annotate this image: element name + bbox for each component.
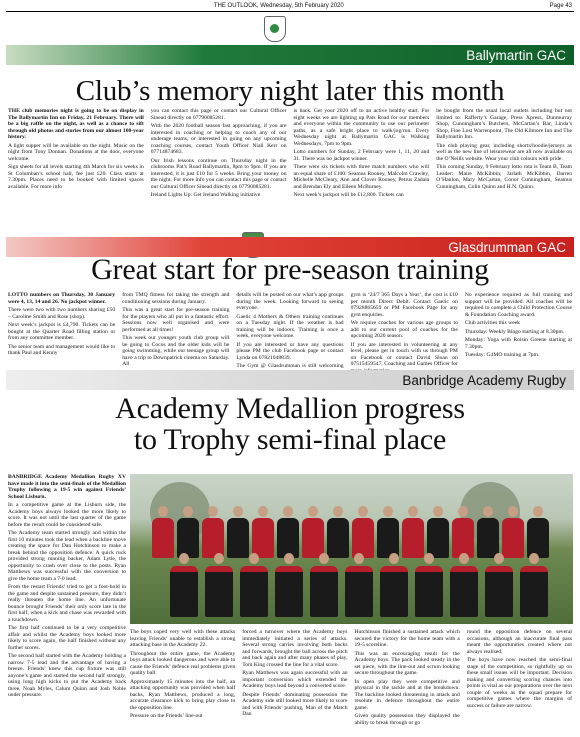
paragraph: Club activities this week xyxy=(464,320,520,326)
text-column xyxy=(355,629,460,729)
text-column xyxy=(436,108,572,222)
paragraph: This coming Sunday, 9 February lotto rota is Team B, Team Leader: Maire McKibbin; Jarlath McKibbin, Darren O’Hanlon, Mary McCartan, Conor Cunningham, Seamus Cunningham, Colin Quinn and H.N. Quinn. xyxy=(436,164,572,190)
running-head-rule xyxy=(6,11,574,12)
paragraph: If you are interested in volunteering at any level, please get in touch with us through PM on Facebook or contact David Sloan on 07515459547, Coaching and Games Officer for xyxy=(350,341,458,367)
glasdrumman-headline: Great start for pre-season training xyxy=(91,253,489,286)
text-column xyxy=(151,108,287,222)
player-head xyxy=(249,553,259,564)
paragraph: Monday: Yoga with Roisin Greene starting at 7.30pm. xyxy=(464,337,573,350)
paragraph: The first half continued to be a very competitive affair and whilst the Academy boys looked more likely to score again, the half finished without any further scores. xyxy=(8,625,126,651)
player-figure xyxy=(205,566,233,617)
paragraph: Given quality possession they displayed the ability to break through or go xyxy=(354,713,460,726)
player-figure xyxy=(152,518,174,558)
text-column xyxy=(294,108,430,222)
paragraph: LOTTO numbers on Thursday, 30 January were 4, 13, 14 and 26. No jackpot winner. xyxy=(8,292,116,305)
paragraph: be bought from the usual local outlets including but not limited to: Rafferty’s Garage, Press Xpress, Dunmurray Shop, Cunningham’s Butchers, McCartan’s Bar, Linda’s Shop, Fine Lost Warrenpoint, The Old Kilmore Inn and The Ballymartin Inn. xyxy=(436,108,572,140)
text-column xyxy=(465,292,572,362)
player-head xyxy=(308,506,318,517)
paragraph: Next week’s jackpot will be £12,800. Tickets can xyxy=(293,192,404,198)
banbridge-article-left xyxy=(8,474,126,727)
player-head xyxy=(433,506,443,517)
paragraph: Hutchinson finished a sustained attack which secured the victory for the home team with a 19-5 scoreline. xyxy=(354,629,460,648)
player-head xyxy=(258,506,268,517)
text-column xyxy=(130,629,235,729)
player-figure xyxy=(252,518,274,558)
player-figure xyxy=(502,518,524,558)
player-figure xyxy=(275,566,303,617)
paragraph: From the restart Friends’ tried to get a foot-hold in the game and despite sustained pressure, they didn’t really threaten the home line. An unfortunate bounce brought Friends’ their only score late in the first half, when a kick and chase was rewarded with a touchdown. xyxy=(8,584,126,623)
glasdrumman-banner-label: Glasdrumman GAC xyxy=(448,239,566,255)
player-figure xyxy=(352,518,374,558)
paragraph: you can contact this page or contact our Cultural Officer Sinead directly on 07790085281. xyxy=(150,108,287,121)
text-column xyxy=(122,292,230,367)
paragraph: gym is ‘24/7 365 Days a Year’, the cost is £10 per month Direct Debit. Contact Gaelic on 07928865659 or PM Facebook Page for any gym enquiries. xyxy=(350,292,458,318)
text-column xyxy=(242,629,347,729)
paragraph: In a competitive game at the Lisburn side, the Academy boys always looked the more likely to score. It was not until the last quarter of the game before the result could be considered safe. xyxy=(8,502,126,528)
paragraph: forced a turnover where the Academy boys immediately initiated a series of attacks. Several strong carries involving both backs and forwards, brought the ball across the pitch and back again and after many phases of play, Tom King crossed the line for a vital score. xyxy=(242,629,348,668)
player-head xyxy=(284,553,294,564)
player-head xyxy=(183,506,193,517)
player-head xyxy=(354,553,364,564)
player-head xyxy=(529,553,539,564)
paragraph: Pressure on the Friends’ line-out xyxy=(130,713,203,719)
text-column xyxy=(8,108,144,222)
paragraph: There were two with two numbers sharing £50 – Caroline Smith and Rose (shop). xyxy=(8,307,116,320)
text-column xyxy=(236,292,344,369)
paragraph: Lotto numbers for Sunday, 2 February were 1, 11, 20 and 31. There was no jackpot winner. xyxy=(293,149,430,162)
paragraph: The club playing gear, including shorts/hoodie/jerseys as well as the new line of leisurewear are all now available on the O’Neills website. Wear your club colours with pride. xyxy=(436,142,572,162)
player-figure xyxy=(177,518,199,558)
player-head xyxy=(508,506,518,517)
paragraph: In open play they were competitive and physical in the tackle and at the breakdown. The backline looked threatening in attack and resolute in defence throughout the entire game. xyxy=(354,678,460,711)
player-figure xyxy=(277,518,299,558)
paragraph: Gaelic 4 Mothers & Others training continues on a Tuesday night. If the weather is bad training will be indoors. Training is once a week, everyone welcome. xyxy=(236,313,344,339)
paragraph: Approximately 15 minutes into the half, an attacking opportunity was provided when half backs, Ryan Matthews, produced a long, accurate clearance kick to bring play close to the opposition line. xyxy=(130,678,236,711)
paragraph: is back. Get your 2020 off to an active healthy start. For eight weeks we are lighting up Pats Road for our members and everyone within the community to use our perimeter paths, as a safe bright place to walk/jog/run. Every Wednesday night at Ballymartin GAC is Walking Wednesdays, 7pm to 9pm. xyxy=(293,108,430,147)
paragraph: Our Irish lessons continue on Thursday night in the clubrooms Pat’s Road Ballymartin, 8pm to 9pm. If you are interested, it is just £10 for 5 weeks. Bring your money on the night. For more info you can contact this page or contact our Cultural Officer Sinead directly on 07790085281. xyxy=(150,157,287,190)
paragraph: This was an encouraging result for the Academy boys. The pack looked steady in the set piece, with the line-out and scrum looking secure throughout the game. xyxy=(354,650,460,676)
paragraph: from TMQ fitness for taking the strength and conditioning sessions during January. xyxy=(122,292,230,305)
player-figure xyxy=(450,566,478,617)
paragraph: The Gym @ Glasdrumman is still welcoming xyxy=(236,363,344,369)
page-number: Page 43 xyxy=(549,3,572,9)
player-head xyxy=(179,553,189,564)
banbridge-headline-line1: Academy Medallion progress xyxy=(115,392,465,425)
player-figure xyxy=(427,518,449,558)
player-head xyxy=(214,553,224,564)
player-figure xyxy=(302,518,324,558)
paragraph: We require coaches for various age groups to add to our current pool of coaches for the upcoming 2020 season. xyxy=(350,320,458,339)
text-column xyxy=(467,629,572,729)
player-figure xyxy=(202,518,224,558)
paragraph: BANBRIDGE Academy Medallion Rugby XV have made it into the semi-finals of the Medallion Trophy following a 19-5 win against Friends’ School Lisburn. xyxy=(8,474,126,500)
player-head xyxy=(533,506,543,517)
paragraph: The second half started with the Academy holding a narrow 7-5 lead and the advantage of having a breeze. Friends’ knew this cup fixture was still anyone’s game and started the second half strongly, using long high kicks to put the Academy back three, Noah Myles, Calum Quinn and Josh Noble under pressure. xyxy=(8,653,126,698)
player-figure xyxy=(170,566,198,617)
player-head xyxy=(208,506,218,517)
paragraph: A light supper will be available on the night. Music on the night from Tony Donnan. Donations at the door, everyone welcome. xyxy=(8,142,144,162)
player-figure xyxy=(310,566,338,617)
text-column xyxy=(350,292,458,367)
banbridge-headline xyxy=(6,393,574,455)
paragraph: THE club memories night is going to be on display in The Ballymartin Inn on Friday, 21 February. There will be a big raffle on the night, as well as a chance to sift through old photos and stories from our almost 100-year history. xyxy=(8,108,144,140)
player-figure xyxy=(485,566,513,617)
player-head xyxy=(358,506,368,517)
ballymartin-crest-icon xyxy=(264,16,286,42)
paragraph: Despite Friends’ dominating possession the Academy side still looked more likely to score and with Friends’ pushing, Man of the Match Dan xyxy=(242,691,348,717)
paragraph: The boys coped very well with these attacks leaving Friends’ unable to establish a strong attacking base in the Academy 22. xyxy=(130,629,236,648)
paragraph: details will be posted on our what’s app groups during the week. Looking forward to seeing everyone. xyxy=(236,292,344,311)
paragraph: Tuesday: G4MO training at 7pm. xyxy=(464,352,540,358)
text-column xyxy=(8,292,115,362)
player-head xyxy=(283,506,293,517)
player-head xyxy=(158,506,168,517)
player-figure xyxy=(240,566,268,617)
player-head xyxy=(424,553,434,564)
paragraph: This week our younger youth club group will be going to Cocos and the older kids will be going swimming, while our teenage group will have a trip to Downpatrick cinema on Saturday. All xyxy=(122,335,230,367)
player-figure xyxy=(402,518,424,558)
paragraph: With the 2020 football season fast approaching, if you are interested in coaching or helping to coach any of our underage teams, or interested in going on any upcoming coaching courses, contact Youth Officer Niall Kerr on 07714874683. xyxy=(150,123,287,155)
player-head xyxy=(383,506,393,517)
player-head xyxy=(494,553,504,564)
team-photo xyxy=(130,474,573,624)
player-head xyxy=(458,506,468,517)
player-head xyxy=(483,506,493,517)
paragraph: Ireland Lights Up: Get Ireland Walking initiative xyxy=(150,192,261,198)
ballymartin-headline: Club’s memory night later this month xyxy=(75,75,505,107)
player-figure xyxy=(527,518,549,558)
glasdrumman-article xyxy=(8,292,573,369)
player-figure xyxy=(377,518,399,558)
ballymartin-banner-label: Ballymartin GAC xyxy=(466,47,566,63)
player-figure xyxy=(520,566,548,617)
paragraph: Next week’s jackpot is £4,790. Tickets can be bought at the Quarter Road filling station or from any committee member. xyxy=(8,322,116,341)
player-head xyxy=(319,553,329,564)
paragraph: Thursday: Weekly Bingo starting at 8.30pm. xyxy=(464,328,565,335)
player-figure xyxy=(345,566,373,617)
ballymartin-banner xyxy=(6,45,574,65)
paragraph: The boys have now reached the semi-final stage of the competition, so rightfully up on these small issues will be important. Decision making and converting scoring chances into points is vital as our preparations over the next couple of weeks as the squad prepare for competitive games where the margins of success or failure are narrow. xyxy=(466,657,572,709)
paragraph: Ryan Matthews was again successful with an important conversion which extended the Academy boys lead beyond a converted score. xyxy=(242,670,348,689)
player-head xyxy=(389,553,399,564)
player-figure xyxy=(327,518,349,558)
banbridge-banner-label: Banbridge Academy Rugby xyxy=(402,372,566,388)
player-figure xyxy=(380,566,408,617)
player-figure xyxy=(227,518,249,558)
paragraph: The senior team and management would like to thank Paul and Kenny xyxy=(8,343,116,356)
player-figure xyxy=(415,566,443,617)
player-head xyxy=(408,506,418,517)
running-head-center: THE OUTLOOK, Wednesday, 5th February 2020 xyxy=(213,3,344,9)
paragraph: There were six tickets with three match numbers who will an equal share of £100: Seamus Rooney, Malcolm Crawley, Michelle McCleary, Ann and Clover Rooney, Petrus Zadala and Brendan Ely and Eileen McBurney. xyxy=(293,164,430,190)
paragraph: round the opposition defence on several occasions, although an inaccurate final pass meant the opportunities created where not always realised. xyxy=(466,629,572,655)
banbridge-headline-line2: to Trophy semi-final place xyxy=(133,423,447,456)
banbridge-banner xyxy=(6,370,574,390)
banbridge-article-bottom xyxy=(130,629,572,729)
paragraph: Throughout the entire game, the Academy boys attack looked dangerous and were able to cause the Friends’ defence real problems given quality ball. xyxy=(130,650,236,676)
player-head xyxy=(233,506,243,517)
paragraph: If you are interested or have any questions please PM the club Facebook page or contact Lynda on 07821048839. xyxy=(236,341,344,361)
player-head xyxy=(333,506,343,517)
player-head xyxy=(459,553,469,564)
paragraph: The Academy team started strongly and within the first 10 minutes took the lead when a backline move creating the space for Dan Hutchinson to make a break behind the opposition defence. A quick ruck provided strong running backer, Adam Lytle, the opportunity to crash over close to the posts. Ryan Matthews was successful with the conversion to give the home team a 7-0 lead. xyxy=(8,530,126,582)
paragraph: No experience required as full training and support will be provided. All coaches will be required to complete a Child Protection Course & Foundation Coaching award. xyxy=(464,292,573,318)
paragraph: Sign sheets for all levels starting 4th March for six weeks in St Columban’s school hall, fee just £20. Class starts at 7.30pm. Places need to be booked with limited spaces available. For more info xyxy=(8,164,144,190)
player-figure xyxy=(452,518,474,558)
text-column xyxy=(8,474,126,727)
player-figure xyxy=(477,518,499,558)
ballymartin-article xyxy=(8,108,572,222)
paragraph: This was a great start for pre-season training for the players who all put in a fantastic effort. Sessions now well organised and were performed at all times! xyxy=(122,307,230,333)
